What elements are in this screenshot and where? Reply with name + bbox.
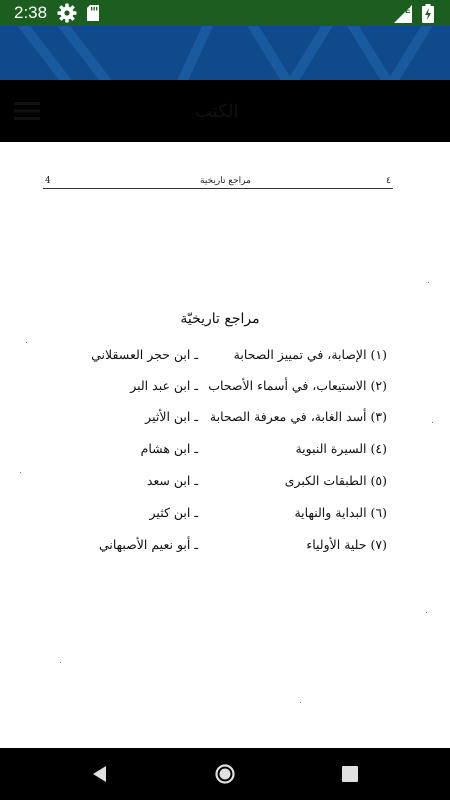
running-head-title: مراجع تاريخية (200, 176, 251, 186)
scan-speck (426, 612, 427, 613)
reference-author: ـ ابن سعد (146, 473, 198, 488)
status-time: 2:38 (14, 3, 48, 22)
reference-author: ـ ابن حجر العسقلاني (91, 347, 198, 362)
reference-author: ـ ابن عبد البر (130, 378, 198, 393)
header-banner (0, 26, 450, 80)
page-number-left: 4 (45, 176, 51, 186)
reference-row (0, 473, 450, 497)
scan-speck (432, 422, 433, 423)
page-number-right: ٤ (386, 176, 391, 186)
reference-row (0, 347, 450, 371)
recents-icon[interactable] (338, 762, 362, 786)
header-rule (43, 188, 393, 189)
scan-speck (20, 472, 21, 473)
scan-speck (26, 342, 27, 343)
document-page[interactable] (0, 142, 450, 748)
reference-row (0, 505, 450, 529)
reference-book: (٢) الاستيعاب، في أسماء الأصحاب (208, 378, 387, 393)
home-icon[interactable] (213, 762, 237, 786)
network-type-label: LTE (396, 6, 411, 15)
reference-author: ـ ابن الأثير (145, 409, 198, 424)
reference-book: (٧) حلية الأولياء (306, 537, 387, 552)
reference-book: (١) الإصابة، في تمييز الصحابة (233, 347, 387, 362)
navigation-bar (0, 748, 450, 800)
hamburger-menu-icon[interactable] (14, 100, 40, 122)
scan-speck (300, 702, 301, 703)
reference-book: (٥) الطبقات الكبرى (284, 473, 387, 488)
reference-author: ـ ابن كثير (149, 505, 198, 520)
reference-author: ـ ابن هشام (140, 441, 198, 456)
reference-author: ـ أبو نعيم الأصبهاني (98, 537, 198, 552)
settings-gear-icon (57, 3, 77, 23)
back-icon[interactable] (88, 762, 112, 786)
status-bar (0, 0, 450, 26)
battery-charging-icon (422, 4, 434, 23)
app-bar-title: الكتب (195, 101, 239, 122)
app-bar (0, 80, 450, 142)
scan-speck (60, 662, 61, 663)
reference-row (0, 441, 450, 465)
scan-speck (428, 282, 429, 283)
reference-row (0, 409, 450, 433)
reference-book: (٤) السيرة النبوية (295, 441, 387, 456)
reference-book: (٦) البداية والنهاية (294, 505, 387, 520)
reference-row (0, 537, 450, 561)
sd-card-icon (86, 5, 100, 21)
reference-book: (٣) أسد الغابة، في معرفة الصحابة (209, 409, 387, 424)
reference-row (0, 378, 450, 402)
section-heading: مراجع تاريخيّة (180, 311, 260, 327)
